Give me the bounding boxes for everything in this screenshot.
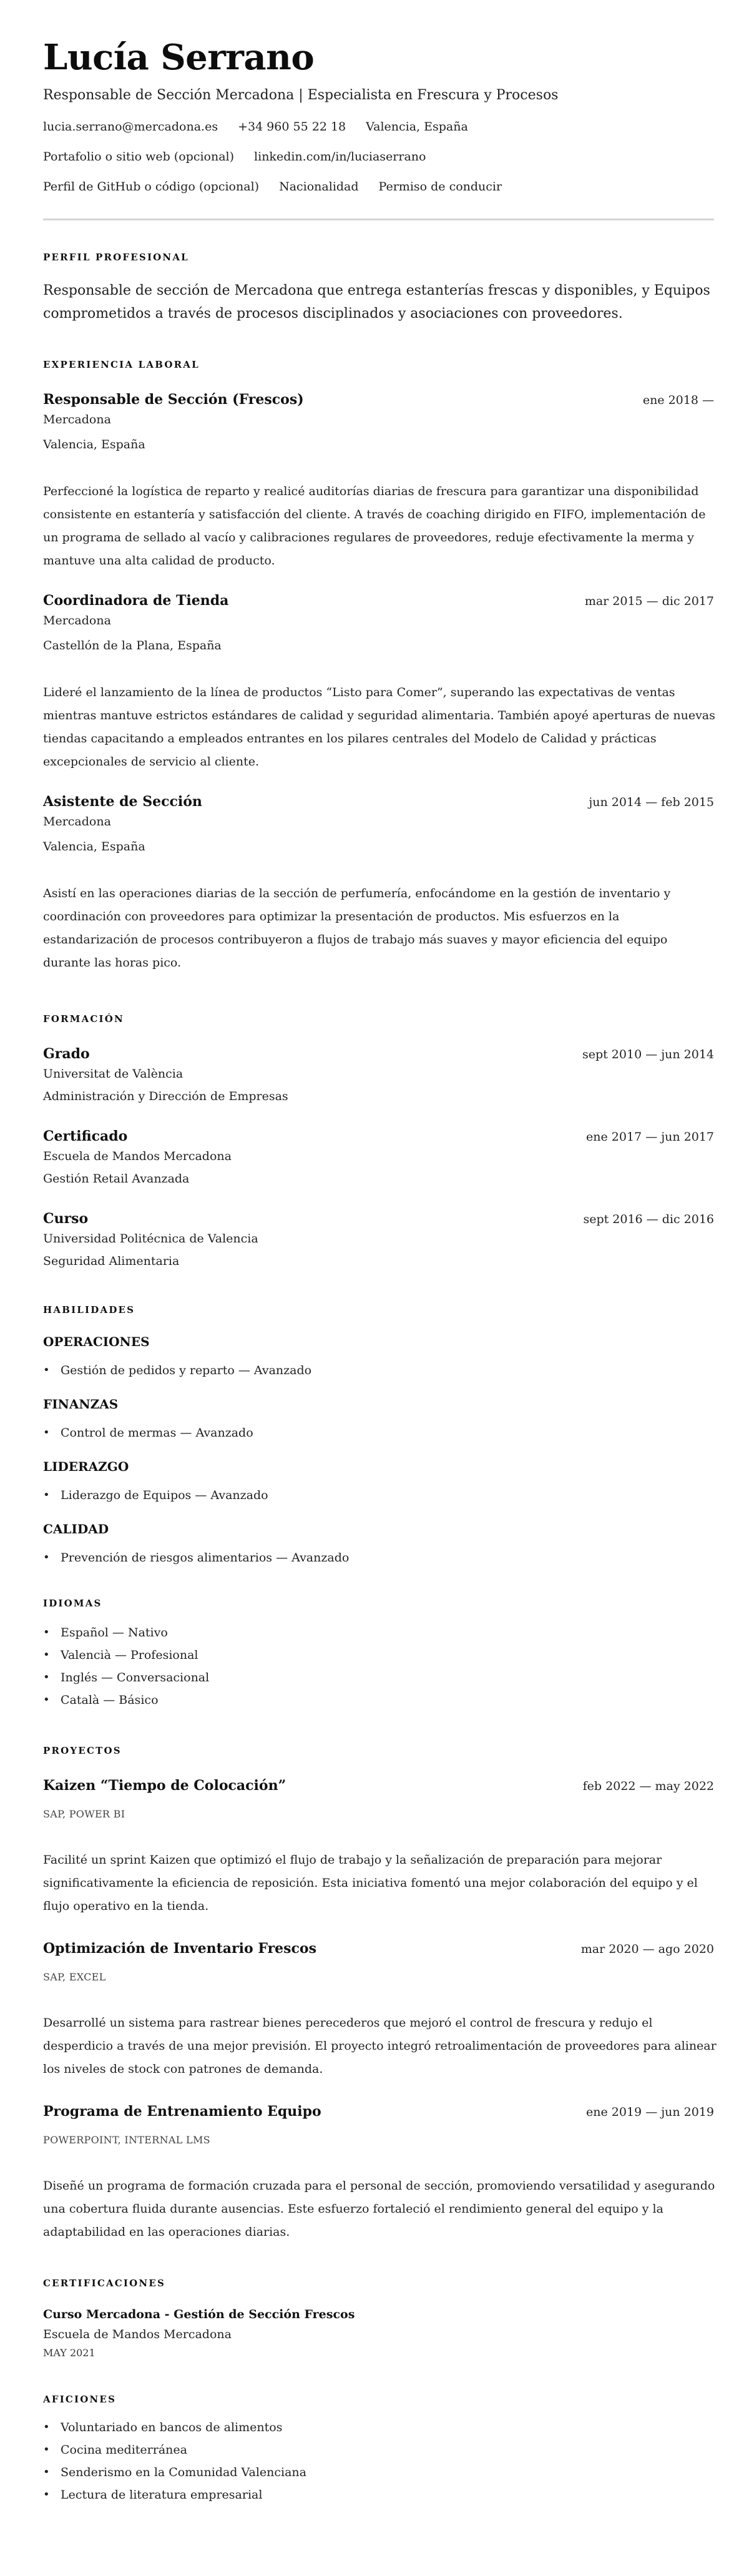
job-location: Valencia, España bbox=[43, 840, 145, 853]
certification-issuer: Escuela de Mandos Mercadona bbox=[43, 2328, 232, 2341]
job-company: Mercadona bbox=[43, 614, 111, 627]
skill-list bbox=[43, 1487, 714, 1504]
job-dates: mar 2015 — dic 2017 bbox=[584, 594, 714, 608]
language-list bbox=[43, 1624, 714, 1709]
resume-header bbox=[43, 37, 714, 220]
section-hobbies bbox=[43, 2392, 714, 2504]
job-location: Valencia, España bbox=[43, 438, 145, 451]
header-divider bbox=[43, 219, 714, 220]
section-title-experience: EXPERIENCIA LABORAL bbox=[43, 359, 200, 370]
contact-linkedin[interactable]: linkedin.com/in/luciaserrano bbox=[254, 150, 426, 164]
project-tech: SAP, EXCEL bbox=[43, 1971, 106, 1983]
certification-date: MAY 2021 bbox=[43, 2347, 95, 2359]
job-title: Coordinadora de Tienda bbox=[43, 592, 229, 609]
certification-entry bbox=[43, 2306, 714, 2360]
contact-nationality: Nacionalidad bbox=[279, 180, 359, 194]
project-dates: feb 2022 — may 2022 bbox=[582, 1779, 714, 1793]
project-tech: POWERPOINT, INTERNAL LMS bbox=[43, 2134, 210, 2146]
hobby-item: • Cocina mediterránea bbox=[43, 2441, 714, 2459]
job-location: Castellón de la Plana, España bbox=[43, 639, 222, 652]
education-entry bbox=[43, 1045, 714, 1104]
job-dates: ene 2018 — bbox=[642, 393, 714, 407]
contact-row-primary bbox=[43, 119, 714, 135]
contact-email[interactable]: lucia.serrano@mercadona.es bbox=[43, 120, 218, 134]
education-dates: ene 2017 — jun 2017 bbox=[586, 1130, 714, 1144]
skill-category: CALIDAD bbox=[43, 1522, 109, 1536]
skill-item: • Control de mermas — Avanzado bbox=[43, 1424, 714, 1442]
candidate-name: Lucía Serrano bbox=[43, 37, 315, 78]
section-title-hobbies: AFICIONES bbox=[43, 2394, 117, 2405]
contact-github[interactable]: Perfil de GitHub o código (opcional) bbox=[43, 180, 260, 194]
education-entry bbox=[43, 1209, 714, 1269]
job-description: Perfeccioné la logística de reparto y realicé auditorías diarias de frescura para garantizar una disponibilidad consistente en estantería y satisfacción del cliente. A través de coaching dirigido en FIFO, implementación de un programa de sellado al vacío y calibraciones regulares de proveedores, reduje efectivamente la merma y mantuve una alta calidad de producto. bbox=[43, 484, 706, 568]
education-dates: sept 2010 — jun 2014 bbox=[582, 1048, 714, 1061]
education-degree: Grado bbox=[43, 1046, 90, 1062]
skill-category: FINANZAS bbox=[43, 1397, 119, 1412]
section-skills bbox=[43, 1303, 714, 1566]
job-title: Responsable de Sección (Frescos) bbox=[43, 391, 304, 408]
section-title-summary: PERFIL PROFESIONAL bbox=[43, 252, 189, 263]
project-dates: mar 2020 — ago 2020 bbox=[580, 1942, 714, 1956]
job-description: Lideré el lanzamiento de la línea de productos “Listo para Comer”, superando las expectativas de ventas mientras mantuve estrictos estándares de calidad y seguridad alimentaria. También apoyé aperturas de nuevas tiendas capacitando a empleados entrantes en los pilares centrales del Modelo de Calidad y prácticas excepcionales de servicio al cliente. bbox=[43, 686, 715, 769]
education-field: Gestión Retail Avanzada bbox=[43, 1172, 190, 1186]
skill-group bbox=[43, 1333, 714, 1379]
hobby-item: • Lectura de literatura empresarial bbox=[43, 2486, 714, 2504]
hobby-item: • Senderismo en la Comunidad Valenciana bbox=[43, 2464, 714, 2481]
project-description: Facilité un sprint Kaizen que optimizó el flujo de trabajo y la señalización de preparación para mejorar significativamente la eficiencia de reposición. Esta iniciativa fomentó una mejor colaboración del equipo y el flujo operativo en la tienda. bbox=[43, 1853, 698, 1913]
project-entry bbox=[43, 1939, 717, 2081]
skill-item: • Prevención de riesgos alimentarios — Avanzado bbox=[43, 1549, 714, 1566]
education-field: Seguridad Alimentaria bbox=[43, 1254, 180, 1268]
language-item: • Español — Nativo bbox=[43, 1624, 714, 1641]
skill-list bbox=[43, 1424, 714, 1442]
section-title-skills: HABILIDADES bbox=[43, 1304, 135, 1315]
experience-entry bbox=[43, 390, 714, 573]
education-institution: Universidad Politécnica de Valencia bbox=[43, 1232, 258, 1246]
skill-group bbox=[43, 1520, 714, 1566]
hobby-list bbox=[43, 2419, 714, 2504]
candidate-headline: Responsable de Sección Mercadona | Especialista en Frescura y Procesos bbox=[43, 87, 559, 103]
section-experience bbox=[43, 358, 714, 975]
section-title-education: FORMACIÓN bbox=[43, 1013, 124, 1025]
skill-category: OPERACIONES bbox=[43, 1334, 150, 1349]
section-certifications bbox=[43, 2276, 714, 2360]
skill-group bbox=[43, 1395, 714, 1442]
skill-group bbox=[43, 1458, 714, 1504]
summary-text: Responsable de sección de Mercadona que entrega estanterías frescas y disponibles, y Equipos comprometidos a través de procesos disciplinados y asociaciones con proveedores. bbox=[43, 283, 710, 322]
project-entry bbox=[43, 1776, 714, 1918]
contact-portfolio[interactable]: Portafolio o sitio web (opcional) bbox=[43, 150, 235, 164]
experience-entry bbox=[43, 591, 714, 774]
education-field: Administración y Dirección de Empresas bbox=[43, 1089, 288, 1103]
section-title-languages: IDIOMAS bbox=[43, 1598, 102, 1609]
contact-location: Valencia, España bbox=[366, 120, 468, 134]
skill-item: • Liderazgo de Equipos — Avanzado bbox=[43, 1487, 714, 1504]
skill-item: • Gestión de pedidos y reparto — Avanzado bbox=[43, 1362, 714, 1379]
project-description: Desarrollé un sistema para rastrear bienes perecederos que mejoró el control de frescura y redujo el desperdicio a través de una mejor previsión. El proyecto integró retroalimentación de proveedores para alinear los niveles de stock con patrones de demanda. bbox=[43, 2016, 717, 2076]
education-list bbox=[43, 1045, 714, 1269]
hobby-item: • Voluntariado en bancos de alimentos bbox=[43, 2419, 714, 2436]
project-name: Optimización de Inventario Frescos bbox=[43, 1940, 316, 1957]
job-company: Mercadona bbox=[43, 815, 111, 828]
skill-category: LIDERAZGO bbox=[43, 1459, 129, 1474]
job-dates: jun 2014 — feb 2015 bbox=[589, 795, 714, 809]
project-description: Diseñé un programa de formación cruzada para el personal de sección, promoviendo versatilidad y asegurando una cobertura fluida durante ausencias. Este esfuerzo fortaleció el rendimiento general del equipo y la adaptabilidad en las operaciones diarias. bbox=[43, 2179, 715, 2239]
education-institution: Universitat de València bbox=[43, 1067, 184, 1081]
contact-row-links bbox=[43, 149, 714, 165]
contact-phone[interactable]: +34 960 55 22 18 bbox=[238, 120, 346, 134]
skill-list bbox=[43, 1549, 714, 1566]
section-title-projects: PROYECTOS bbox=[43, 1745, 122, 1756]
project-tech: SAP, POWER BI bbox=[43, 1808, 125, 1820]
contact-driving-license: Permiso de conducir bbox=[378, 180, 502, 194]
section-title-certifications: CERTIFICACIONES bbox=[43, 2278, 165, 2289]
job-title: Asistente de Sección bbox=[43, 794, 202, 810]
experience-entry bbox=[43, 792, 714, 975]
skill-list bbox=[43, 1362, 714, 1379]
project-dates: ene 2019 — jun 2019 bbox=[586, 2105, 714, 2119]
job-company: Mercadona bbox=[43, 413, 111, 426]
education-institution: Escuela de Mandos Mercadona bbox=[43, 1149, 232, 1163]
certification-name: Curso Mercadona - Gestión de Sección Frescos bbox=[43, 2308, 355, 2321]
education-degree: Certificado bbox=[43, 1128, 128, 1144]
project-list bbox=[43, 1776, 717, 2244]
education-dates: sept 2016 — dic 2016 bbox=[583, 1212, 714, 1226]
section-languages bbox=[43, 1596, 714, 1709]
language-item: • Català — Básico bbox=[43, 1691, 714, 1709]
education-entry bbox=[43, 1127, 714, 1187]
job-description: Asistí en las operaciones diarias de la sección de perfumería, enfocándome en la gestión de inventario y coordinación con proveedores para optimizar la presentación de productos. Mis esfuerzos en la estandarización de procesos contribuyeron a flujos de trabajo más suaves y mayor eficiencia del equipo durante las horas pico. bbox=[43, 887, 671, 970]
education-degree: Curso bbox=[43, 1211, 89, 1227]
section-summary bbox=[43, 250, 714, 325]
project-entry bbox=[43, 2102, 714, 2244]
section-education bbox=[43, 1012, 714, 1269]
project-name: Kaizen “Tiempo de Colocación” bbox=[43, 1777, 286, 1794]
project-name: Programa de Entrenamiento Equipo bbox=[43, 2103, 321, 2120]
language-item: • Valencià — Profesional bbox=[43, 1646, 714, 1664]
contact-row-extra bbox=[43, 179, 714, 195]
section-projects bbox=[43, 1744, 717, 2244]
language-item: • Inglés — Conversacional bbox=[43, 1669, 714, 1686]
